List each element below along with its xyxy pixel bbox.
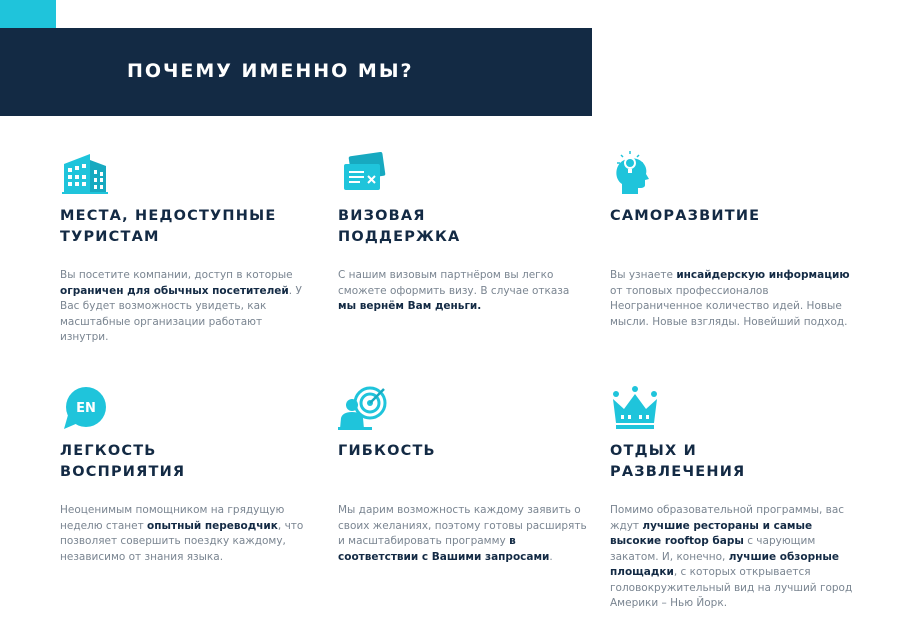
feature-self-development [610,150,860,330]
feature-description: Мы дарим возможность каждому заявить о своих желаниях, поэтому готовы расширять и масштабировать программу в соответствии с Вашими запросами. [338,504,587,563]
feature-description: Вы узнаете инсайдерскую информацию от топовых профессионалов Неограниченное количество идей. Новые мысли. Новые взгляды. Новейший подход. [610,269,850,328]
feature-ease [60,385,310,565]
feature-title: ОТДЫХ И РАЗВЛЕЧЕНИЯ [610,443,746,480]
feature-description: Вы посетите компании, доступ в которые ограничен для обычных посетителей. У Вас будет возможность увидеть, как масштабные организации работают изнутри. [60,269,302,343]
page-title: ПОЧЕМУ ИМЕННО МЫ? [127,60,414,82]
feature-visa [338,150,588,315]
person-target-icon [338,385,388,431]
feature-title: МЕСТА, НЕДОСТУПНЫЕ ТУРИСТАМ [60,208,277,245]
en-speech-bubble-icon [60,385,110,431]
crown-icon [610,385,660,431]
feature-title: САМОРАЗВИТИЕ [610,208,761,224]
feature-leisure [610,385,860,612]
feature-flexibility [338,385,588,565]
feature-description: С нашим визовым партнёром вы легко сможете оформить визу. В случае отказа мы вернём Вам деньги. [338,269,570,312]
feature-title: ГИБКОСТЬ [338,443,436,459]
head-lightbulb-icon [610,150,660,196]
feature-title: ЛЕГКОСТЬ ВОСПРИЯТИЯ [60,443,186,480]
icon-label: EN [76,401,96,416]
visa-card-icon [338,150,388,196]
building-icon [60,150,110,196]
feature-title: ВИЗОВАЯ ПОДДЕРЖКА [338,208,461,245]
feature-description: Неоценимым помощником на грядущую неделю станет опытный переводчик, что позволяет совершить поездку каждому, независимо от знания языка. [60,504,304,563]
feature-places [60,150,310,346]
feature-description: Помимо образовательной программы, вас ждут лучшие рестораны и самые высокие rooftop бары с чарующим закатом. И, конечно, лучшие обзорные площадки, с которых открывается головокружительный вид на лучший город Америки – Нью Йорк. [610,504,853,609]
